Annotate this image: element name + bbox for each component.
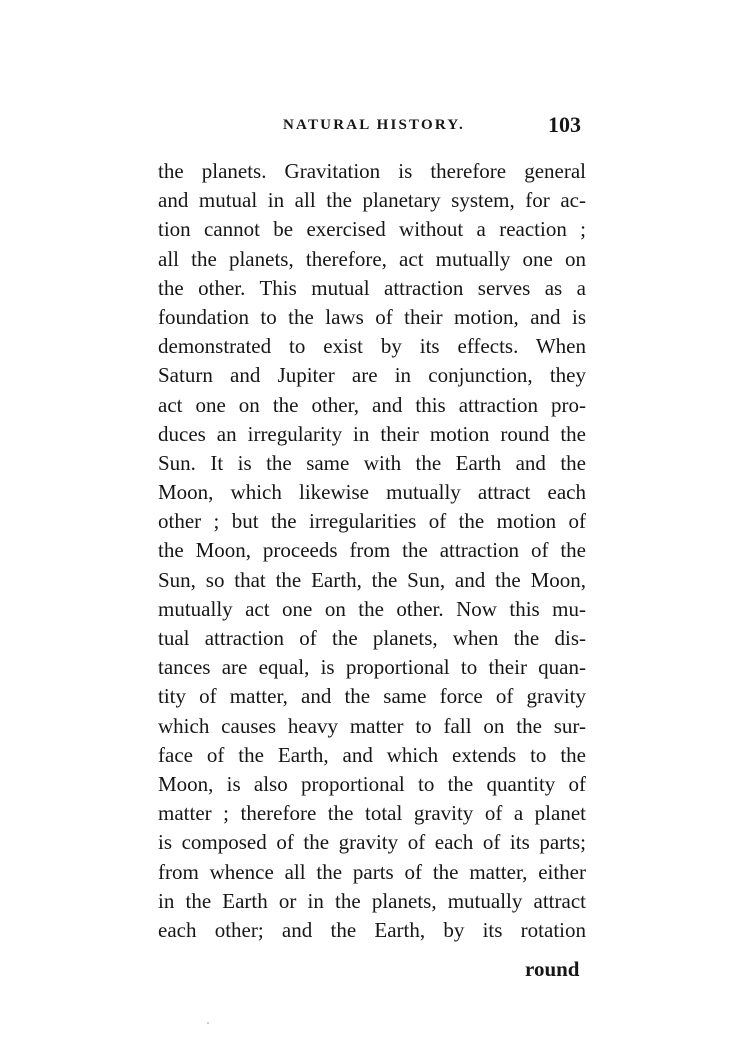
paper-speck (207, 1022, 209, 1024)
text-line: each other; and the Earth, by its rotation (158, 917, 586, 942)
page-number: 103 (548, 112, 581, 137)
body-text (158, 157, 586, 945)
catchword: round (525, 957, 580, 981)
text-line: Moon, which likewise mutually attract each (158, 480, 586, 505)
text-line: duces an irregularity in their motion round the (158, 421, 586, 446)
text-line: matter ; therefore the total gravity of a planet (158, 801, 586, 826)
text-line: mutually act one on the other. Now this mu- (158, 596, 586, 621)
text-line: other ; but the irregularities of the motion of (158, 509, 586, 534)
running-title: NATURAL HISTORY. (283, 117, 465, 133)
text-line: the Moon, proceeds from the attraction of the (158, 538, 586, 563)
text-line: tances are equal, is proportional to their quan- (158, 655, 586, 680)
text-line: face of the Earth, and which extends to the (158, 742, 586, 767)
text-line: in the Earth or in the planets, mutually attract (158, 888, 586, 913)
text-line: which causes heavy matter to fall on the sur- (158, 713, 586, 738)
text-line: demonstrated to exist by its effects. When (158, 334, 586, 359)
text-line: and mutual in all the planetary system, for ac- (158, 188, 586, 213)
text-line: foundation to the laws of their motion, and is (158, 304, 586, 329)
text-line: the other. This mutual attraction serves as a (158, 275, 586, 300)
text-line: tity of matter, and the same force of gravity (158, 684, 586, 709)
text-line: Sun. It is the same with the Earth and the (158, 450, 586, 475)
text-line: Saturn and Jupiter are in conjunction, they (158, 363, 586, 388)
text-line: tual attraction of the planets, when the dis- (158, 626, 586, 650)
text-line: Sun, so that the Earth, the Sun, and the Moon, (158, 567, 586, 592)
text-line: tion cannot be exercised without a reaction ; (158, 217, 586, 242)
text-line: is composed of the gravity of each of its parts; (158, 830, 586, 855)
text-line: all the planets, therefore, act mutually one on (158, 246, 586, 271)
text-line: the planets. Gravitation is therefore general (158, 159, 586, 183)
text-line: act one on the other, and this attraction pro- (158, 392, 586, 417)
text-line: from whence all the parts of the matter, either (158, 859, 586, 884)
text-line: Moon, is also proportional to the quantity of (158, 771, 586, 796)
